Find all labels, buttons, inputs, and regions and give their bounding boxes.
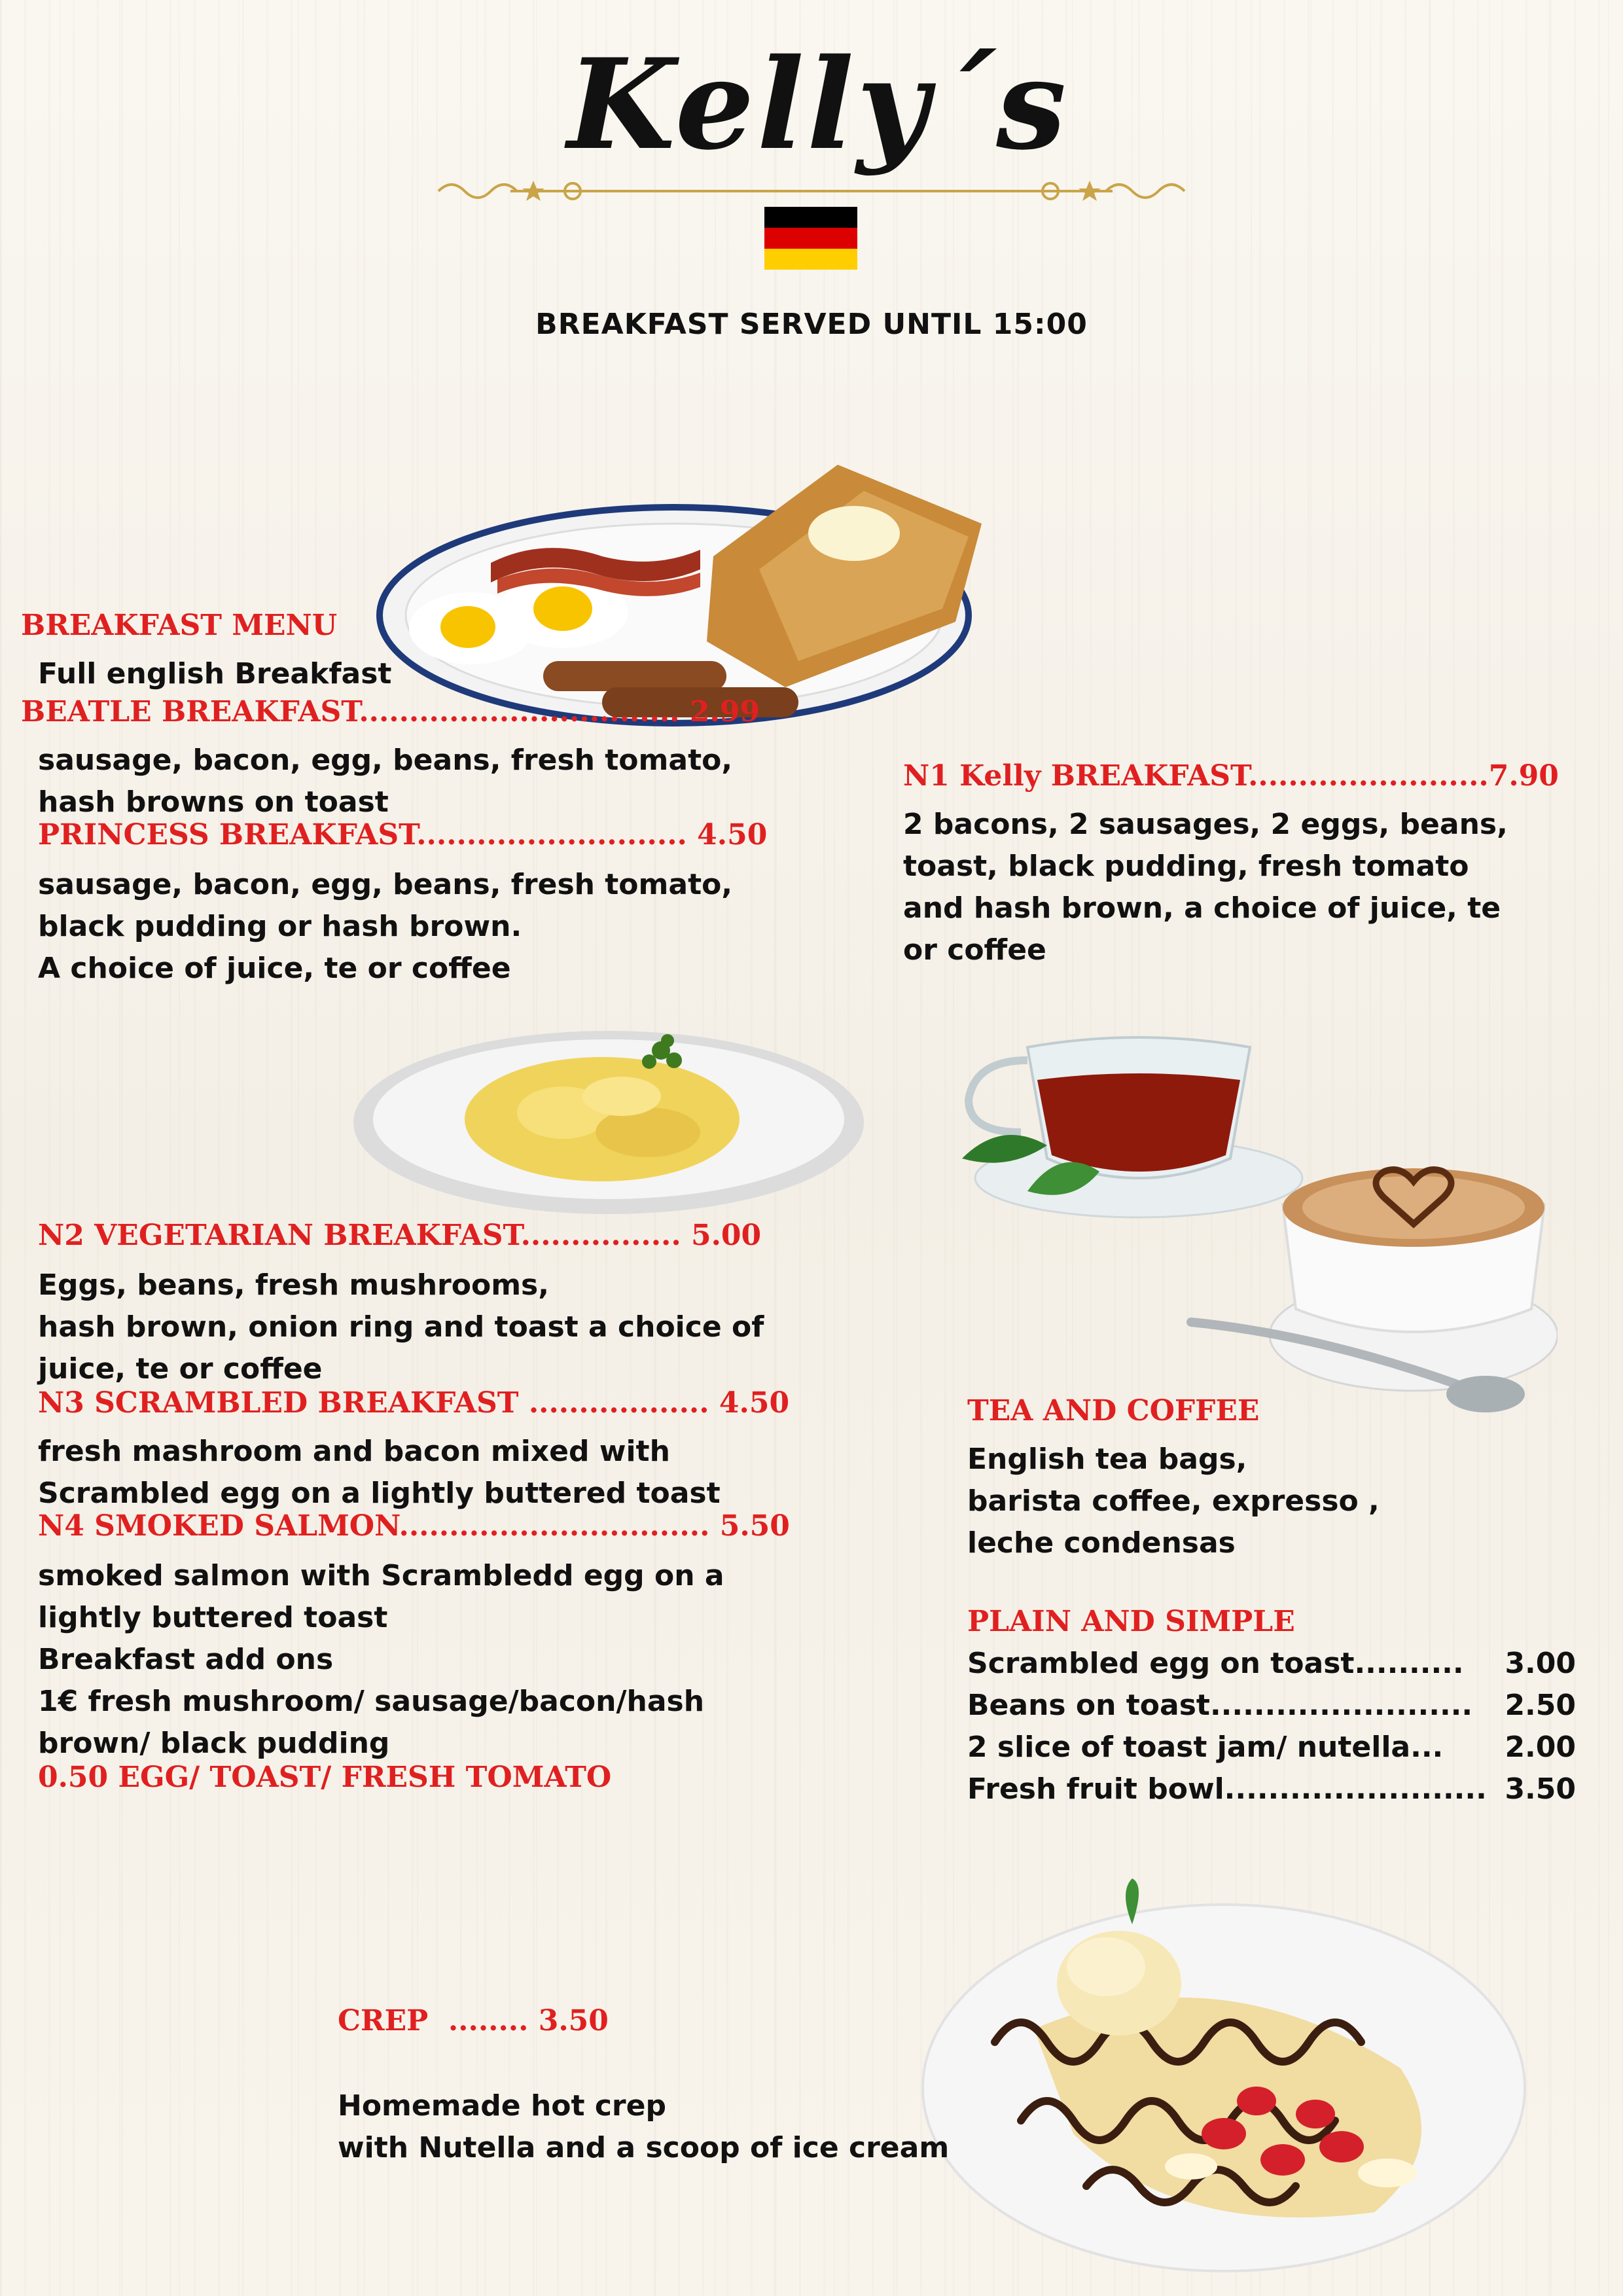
desc-line: 2 bacons, 2 sausages, 2 eggs, beans, [903, 808, 1508, 841]
menu-item-smoked-salmon [38, 1509, 790, 1543]
tea-coffee-heading: TEA AND COFFEE [967, 1394, 1260, 1427]
desc-line: leche condensas [967, 1526, 1236, 1560]
item-price: 4.50 [719, 1386, 790, 1420]
menu-item-vegetarian-breakfast [38, 1219, 761, 1252]
item-name: Scrambled egg on toast [967, 1647, 1355, 1680]
item-price: 3.50 [538, 2004, 609, 2037]
item-description [338, 2085, 949, 2169]
item-price: 2.50 [1505, 1689, 1576, 1722]
item-dots: ........................... [416, 818, 687, 852]
breakfast-plate-image [366, 452, 1034, 726]
list-item [967, 1647, 1576, 1689]
menu-item-crep [338, 2004, 609, 2037]
scrambled-egg-plate-image [347, 1021, 870, 1217]
item-description [38, 740, 732, 823]
menu-item-scrambled-breakfast [38, 1386, 789, 1420]
item-price: 3.50 [1505, 1772, 1576, 1806]
item-dots: .................. [528, 1386, 709, 1420]
german-flag-icon [764, 207, 857, 270]
menu-item-kelly-breakfast [903, 759, 1559, 793]
item-price: 2.99 [689, 695, 760, 728]
item-name: 2 slice of toast jam/ nutella [967, 1731, 1411, 1764]
tea-coffee-description [967, 1439, 1380, 1564]
item-description [38, 1431, 721, 1515]
plain-simple-heading: PLAIN AND SIMPLE [967, 1605, 1295, 1638]
item-price: 7.90 [1488, 759, 1559, 793]
item-description [38, 864, 732, 990]
item-dots: ........................ [1209, 1689, 1473, 1722]
item-name: CREP [338, 2004, 429, 2037]
desc-line: barista coffee, expresso , [967, 1484, 1380, 1518]
breakfast-intro: Full english Breakfast [38, 657, 392, 691]
item-dots: ........ [448, 2004, 529, 2037]
desc-line: juice, te or coffee [38, 1352, 323, 1386]
addons-red-line: 0.50 EGG/ TOAST/ FRESH TOMATO [38, 1761, 612, 1794]
item-name: Fresh fruit bowl [967, 1772, 1224, 1806]
desc-line: lightly buttered toast [38, 1601, 388, 1634]
item-name: N1 Kelly BREAKFAST [903, 759, 1249, 793]
desc-line: Homemade hot crep [338, 2089, 666, 2123]
ornament-divider [432, 171, 1191, 211]
item-description [38, 1555, 724, 1765]
desc-line: brown/ black pudding [38, 1727, 390, 1760]
item-name: N2 VEGETARIAN BREAKFAST [38, 1219, 521, 1252]
item-dots: ................ [520, 1219, 681, 1252]
item-dots: .......... [1354, 1647, 1464, 1680]
menu-item-princess-breakfast [38, 818, 767, 852]
desc-line: hash browns on toast [38, 785, 389, 819]
menu-item-beatle-breakfast [21, 695, 760, 728]
item-dots: ............................... [399, 1509, 710, 1543]
item-price: 4.50 [697, 818, 768, 852]
item-dots: ................................ [359, 695, 680, 728]
tea-coffee-image [955, 1008, 1558, 1427]
list-item [967, 1731, 1576, 1772]
desc-line: and hash brown, a choice of juice, te [903, 891, 1501, 925]
desc-line: sausage, bacon, egg, beans, fresh tomato, [38, 868, 733, 901]
desc-line: smoked salmon with Scrambledd egg on a [38, 1559, 724, 1592]
desc-line: with Nutella and a scoop of ice cream [338, 2131, 950, 2164]
item-price: 3.00 [1505, 1647, 1576, 1680]
item-dots: ........................ [1248, 759, 1489, 793]
list-item [967, 1689, 1576, 1731]
item-name: Beans on toast [967, 1689, 1210, 1722]
desc-line: 1€ fresh mushroom/ sausage/bacon/hash [38, 1685, 705, 1718]
desc-line: Scrambled egg on a lightly buttered toast [38, 1477, 721, 1510]
logo-text: Kelly´s [567, 31, 1069, 177]
desc-line: Eggs, beans, fresh mushrooms, [38, 1268, 549, 1302]
crep-plate-image [916, 1872, 1531, 2278]
desc-line: toast, black pudding, fresh tomato [903, 850, 1469, 883]
item-name: N4 SMOKED SALMON [38, 1509, 399, 1543]
desc-line: sausage, bacon, egg, beans, fresh tomato, [38, 744, 733, 777]
breakfast-menu-heading: BREAKFAST MENU [21, 609, 338, 642]
item-description [903, 804, 1508, 971]
item-price: 5.50 [719, 1509, 790, 1543]
desc-line: fresh mashroom and bacon mixed with [38, 1435, 670, 1468]
desc-line: hash brown, onion ring and toast a choice of [38, 1310, 764, 1344]
item-description [38, 1265, 764, 1390]
item-name: N3 SCRAMBLED BREAKFAST [38, 1386, 519, 1420]
item-price: 2.00 [1505, 1731, 1576, 1764]
desc-line: A choice of juice, te or coffee [38, 952, 511, 985]
item-price: 5.00 [690, 1219, 762, 1252]
item-name: PRINCESS BREAKFAST [38, 818, 417, 852]
desc-line: black pudding or hash brown. [38, 910, 522, 943]
item-name: BEATLE BREAKFAST [21, 695, 359, 728]
item-dots: ........................ [1224, 1772, 1487, 1806]
served-until-text: BREAKFAST SERVED UNTIL 15:00 [535, 308, 1088, 341]
desc-line: Breakfast add ons [38, 1643, 334, 1676]
desc-line: English tea bags, [967, 1443, 1247, 1476]
plain-simple-list [967, 1647, 1576, 1814]
desc-line: or coffee [903, 933, 1046, 967]
list-item [967, 1772, 1576, 1814]
item-dots: ... [1410, 1731, 1444, 1764]
logo [510, 26, 1126, 183]
